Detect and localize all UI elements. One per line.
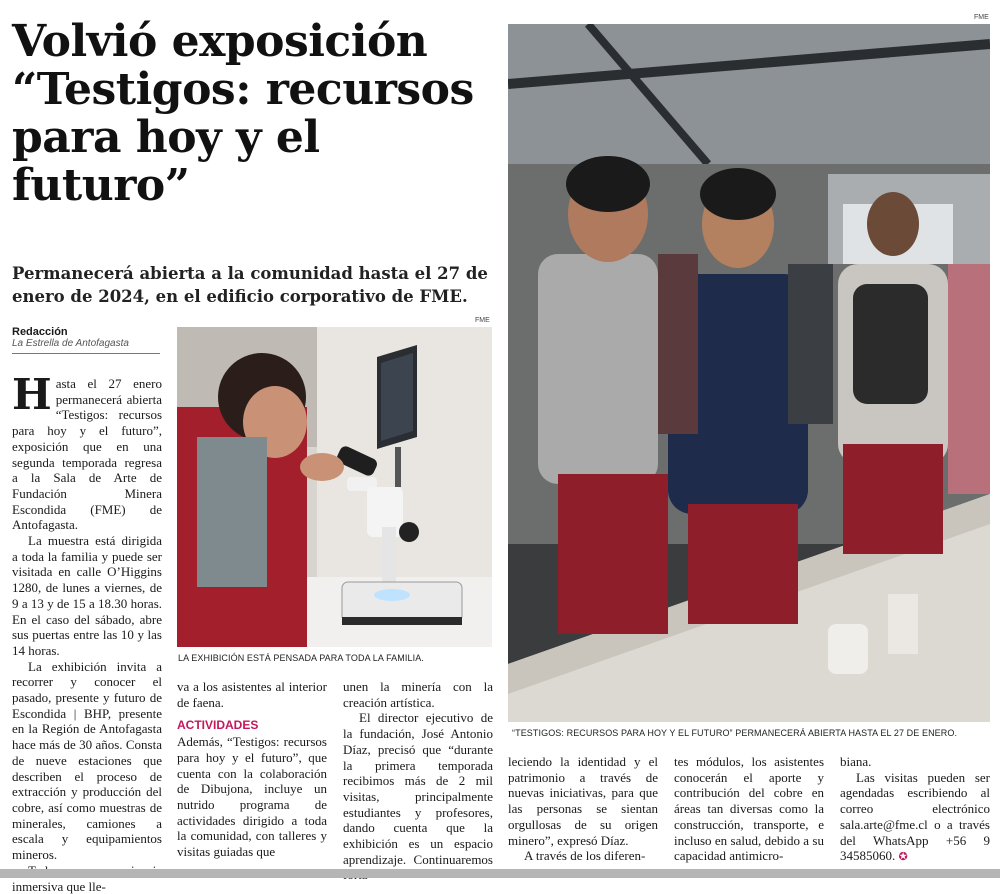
article-column-2	[177, 679, 327, 860]
photo-caption-secondary: LA EXHIBICIÓN ESTÁ PENSADA PARA TODA LA FAMILIA.	[178, 653, 424, 663]
paragraph: asta el 27 enero permanecerá abierta “Testigos: recursos para hoy y el futuro”, exposición que en una segunda temporada regresa a la Sala de Arte de Fundación Minera Escondida (FME) de Antofagasta.	[12, 376, 162, 533]
photo-students-illustration	[508, 24, 990, 722]
paragraph: Además, “Testigos: recursos para hoy y el futuro”, que cuenta con la colaboración de Dibujona, incluye un nutrido programa de actividades dirigido a toda la comunidad, con talleres y visitas guiadas que	[177, 734, 327, 860]
paragraph: biana.	[840, 754, 872, 769]
byline	[12, 326, 160, 354]
paragraph: unen la minería con la creación artística.	[343, 679, 493, 710]
paragraph: La exhibición invita a recorrer y conocer el pasado, presente y futuro de Escondida | BHP, presente en la Región de Antofagasta hace más de 30 años. Consta de nueve estaciones que describen el proceso de extracción y producción del cobre, así como muestras de minerales, camiones a escala y equipamientos mineros.	[12, 658, 162, 863]
article-column-3	[343, 679, 493, 883]
paragraph: A través de los diferen-	[524, 848, 646, 864]
photo-microscope	[177, 327, 492, 647]
photo-students	[508, 24, 990, 722]
end-mark-icon: ✪	[898, 851, 908, 864]
subtitle: Permanecerá abierta a la comunidad hasta el 27 de enero de 2024, en el edificio corporativo de FME.	[12, 264, 488, 306]
page-bottom-bar	[0, 869, 1000, 878]
article-column-6	[840, 754, 990, 866]
photo-microscope-illustration	[177, 327, 492, 647]
article-column-5	[674, 754, 824, 864]
paragraph: El director ejecutivo de la fundación, José Antonio Díaz, precisó que “durante la primera temporada recibimos más de 2 mil visitas, principalmente estudiantes y profesores, dando cuenta que la exhibición es un espacio aprendizaje. Continuaremos	[343, 710, 493, 867]
paragraph: leciendo la identidad y el patrimonio a través de nuevas iniciativas, para que las personas se sientan orgullosas de su origen minero”, expresó Díaz.	[508, 754, 658, 848]
drop-cap: H	[12, 370, 52, 419]
paragraph: va a los asistentes al interior de faena.	[177, 679, 327, 710]
byline-publication: La Estrella de Antofagasta	[12, 338, 129, 349]
photo-credit-main: FME	[974, 14, 989, 21]
section-heading: ACTIVIDADES	[177, 718, 259, 733]
byline-author: Redacción	[12, 326, 68, 338]
paragraph: La muestra está dirigida a toda la familia y puede ser visitada en calle O’Higgins 1280, de lunes a viernes, de 9 a 13 y de 15 a 18.30 horas. En el caso del sábado, abre sus puertas entre las 10 y las 14 horas.	[12, 533, 162, 658]
paragraph: Las visitas pueden ser agendadas escribiendo al correo electrónico sala.arte@fme.cl o a través del WhatsApp +56 9 34585060. ✪	[840, 769, 990, 864]
paragraph: inmersiva que lle-	[12, 878, 106, 894]
paragraph: tes módulos, los asistentes conocerán el aporte y contribución del cobre en áreas tan diversas como la construcción, transporte, e incluso en salud, debido a su capacidad antimicro-	[674, 754, 824, 864]
article-column-1	[12, 370, 162, 894]
photo-caption-main: “TESTIGOS: RECURSOS PARA HOY Y EL FUTURO” PERMANECERÁ ABIERTA HASTA EL 27 DE ENERO.	[512, 728, 958, 738]
photo-credit-secondary: FME	[475, 317, 490, 324]
article-column-4	[508, 754, 658, 864]
headline: Volvió exposición “Testigos: recursos para hoy y el futuro”	[12, 16, 474, 211]
